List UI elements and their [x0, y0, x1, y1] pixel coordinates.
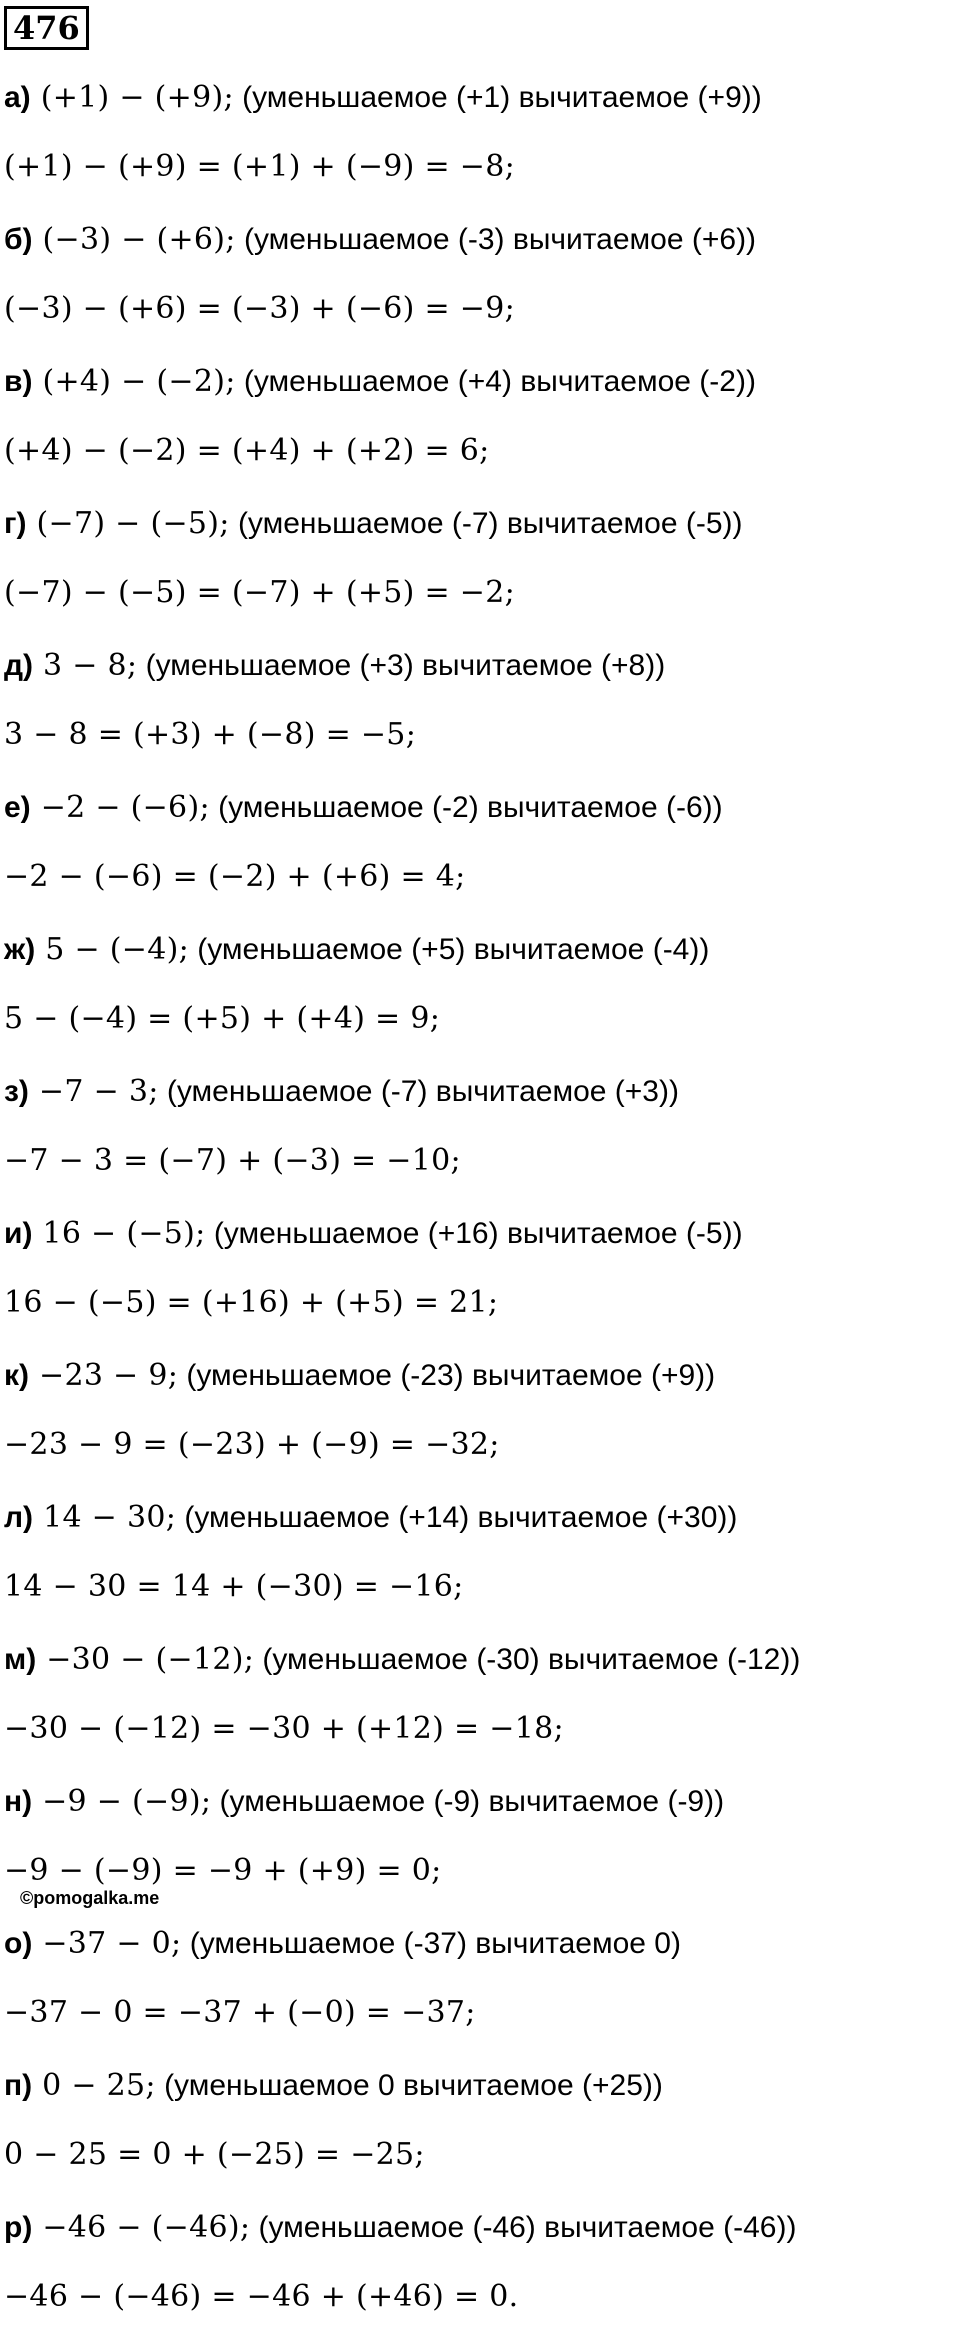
exercise-item — [4, 488, 956, 628]
task-expression: (−3) − (+6); — [42, 222, 236, 257]
task-line — [4, 2050, 956, 2120]
item-label: а) — [4, 81, 31, 114]
task-expression: −37 − 0; — [42, 1926, 182, 1961]
exercise-item — [4, 346, 956, 486]
task-note: (уменьшаемое (+16) вычитаемое (-5)) — [213, 1217, 743, 1250]
task-expression: −9 − (−9); — [42, 1784, 212, 1819]
task-line — [4, 204, 956, 274]
exercise-item — [4, 914, 956, 1054]
task-expression: 16 − (−5); — [42, 1216, 206, 1251]
task-note: (уменьшаемое (+3) вычитаемое (+8)) — [145, 649, 666, 682]
task-expression: −46 − (−46); — [42, 2210, 251, 2245]
exercise-item — [4, 1766, 956, 1906]
task-line — [4, 914, 956, 984]
solution-line: (+4) − (−2) = (+4) + (+2) = 6; — [4, 433, 490, 468]
item-label: б) — [4, 223, 33, 256]
item-label: ж) — [4, 933, 36, 966]
task-line — [4, 1198, 956, 1268]
item-label: и) — [4, 1217, 33, 1250]
item-label: м) — [4, 1643, 37, 1676]
item-label: о) — [4, 1927, 33, 1960]
task-note: (уменьшаемое (-7) вычитаемое (-5)) — [237, 507, 743, 540]
item-label: н) — [4, 1785, 33, 1818]
exercise-item — [4, 204, 956, 344]
task-expression: −30 − (−12); — [46, 1642, 255, 1677]
task-expression: (+1) − (+9); — [40, 80, 234, 115]
item-label: л) — [4, 1501, 34, 1534]
task-note: (уменьшаемое (-23) вычитаемое (+9)) — [186, 1359, 716, 1392]
solution-line: (+1) − (+9) = (+1) + (−9) = −8; — [4, 149, 515, 184]
task-note: (уменьшаемое (+4) вычитаемое (-2)) — [243, 365, 756, 398]
solution-line: −46 − (−46) = −46 + (+46) = 0. — [4, 2279, 519, 2314]
task-line — [4, 1056, 956, 1126]
task-expression: (+4) − (−2); — [42, 364, 236, 399]
solution-line: −37 − 0 = −37 + (−0) = −37; — [4, 1995, 476, 2030]
exercise-item — [4, 1056, 956, 1196]
task-line — [4, 772, 956, 842]
task-note: (уменьшаемое (+5) вычитаемое (-4)) — [197, 933, 710, 966]
watermark: ©pomogalka.me — [20, 1888, 160, 1908]
task-line — [4, 346, 956, 416]
solution-line: 16 − (−5) = (+16) + (+5) = 21; — [4, 1285, 499, 1320]
exercise-item — [4, 1908, 956, 2048]
task-note: (уменьшаемое (-37) вычитаемое 0) — [189, 1927, 681, 1960]
exercise-item — [4, 630, 956, 770]
task-line — [4, 1624, 956, 1694]
solution-line: 3 − 8 = (+3) + (−8) = −5; — [4, 717, 417, 752]
task-note: (уменьшаемое (-3) вычитаемое (+6)) — [243, 223, 757, 256]
task-note: (уменьшаемое (-46) вычитаемое (-46)) — [258, 2211, 797, 2244]
solution-line: −23 − 9 = (−23) + (−9) = −32; — [4, 1427, 500, 1462]
task-expression: −23 − 9; — [39, 1358, 179, 1393]
exercise-item — [4, 62, 956, 202]
item-label: в) — [4, 365, 33, 398]
solution-line: 5 − (−4) = (+5) + (+4) = 9; — [4, 1001, 441, 1036]
task-number: 476 — [4, 6, 89, 50]
task-expression: 5 − (−4); — [45, 932, 190, 967]
solution-line: −7 − 3 = (−7) + (−3) = −10; — [4, 1143, 461, 1178]
task-note: (уменьшаемое (+1) вычитаемое (+9)) — [242, 81, 762, 114]
exercise-item — [4, 1198, 956, 1338]
item-label: к) — [4, 1359, 30, 1392]
task-line — [4, 1340, 956, 1410]
item-label: р) — [4, 2211, 33, 2244]
task-note: (уменьшаемое (+14) вычитаемое (+30)) — [184, 1501, 738, 1534]
solution-line: 14 − 30 = 14 + (−30) = −16; — [4, 1569, 464, 1604]
task-line — [4, 1482, 956, 1552]
item-label: г) — [4, 507, 27, 540]
task-line — [4, 62, 956, 132]
exercise-item — [4, 1482, 956, 1622]
task-expression: −7 − 3; — [38, 1074, 159, 1109]
task-note: (уменьшаемое (-7) вычитаемое (+3)) — [166, 1075, 679, 1108]
task-note: (уменьшаемое (-2) вычитаемое (-6)) — [218, 791, 723, 824]
exercise-item — [4, 2192, 956, 2332]
task-expression: 0 − 25; — [42, 2068, 156, 2103]
exercise-item — [4, 1340, 956, 1480]
task-line — [4, 630, 956, 700]
task-expression: (−7) − (−5); — [36, 506, 230, 541]
exercise-item — [4, 1624, 956, 1764]
task-note: (уменьшаемое 0 вычитаемое (+25)) — [164, 2069, 663, 2102]
task-line — [4, 1908, 956, 1978]
task-line — [4, 488, 956, 558]
task-note: (уменьшаемое (-30) вычитаемое (-12)) — [262, 1643, 801, 1676]
item-label: д) — [4, 649, 34, 682]
solution-line: −30 − (−12) = −30 + (+12) = −18; — [4, 1711, 564, 1746]
task-note: (уменьшаемое (-9) вычитаемое (-9)) — [219, 1785, 725, 1818]
task-line — [4, 1766, 956, 1836]
task-expression: −2 − (−6); — [40, 790, 210, 825]
solution-line: (−3) − (+6) = (−3) + (−6) = −9; — [4, 291, 515, 326]
solution-line: (−7) − (−5) = (−7) + (+5) = −2; — [4, 575, 515, 610]
task-expression: 14 − 30; — [43, 1500, 177, 1535]
item-label: е) — [4, 791, 31, 824]
solution-line: −2 − (−6) = (−2) + (+6) = 4; — [4, 859, 466, 894]
task-line — [4, 2192, 956, 2262]
solution-line: −9 − (−9) = −9 + (+9) = 0; — [4, 1853, 442, 1888]
solution-line: 0 − 25 = 0 + (−25) = −25; — [4, 2137, 425, 2172]
exercise-item — [4, 772, 956, 912]
exercise-item — [4, 2050, 956, 2190]
item-label: п) — [4, 2069, 33, 2102]
item-label: з) — [4, 1075, 29, 1108]
task-expression: 3 − 8; — [43, 648, 138, 683]
